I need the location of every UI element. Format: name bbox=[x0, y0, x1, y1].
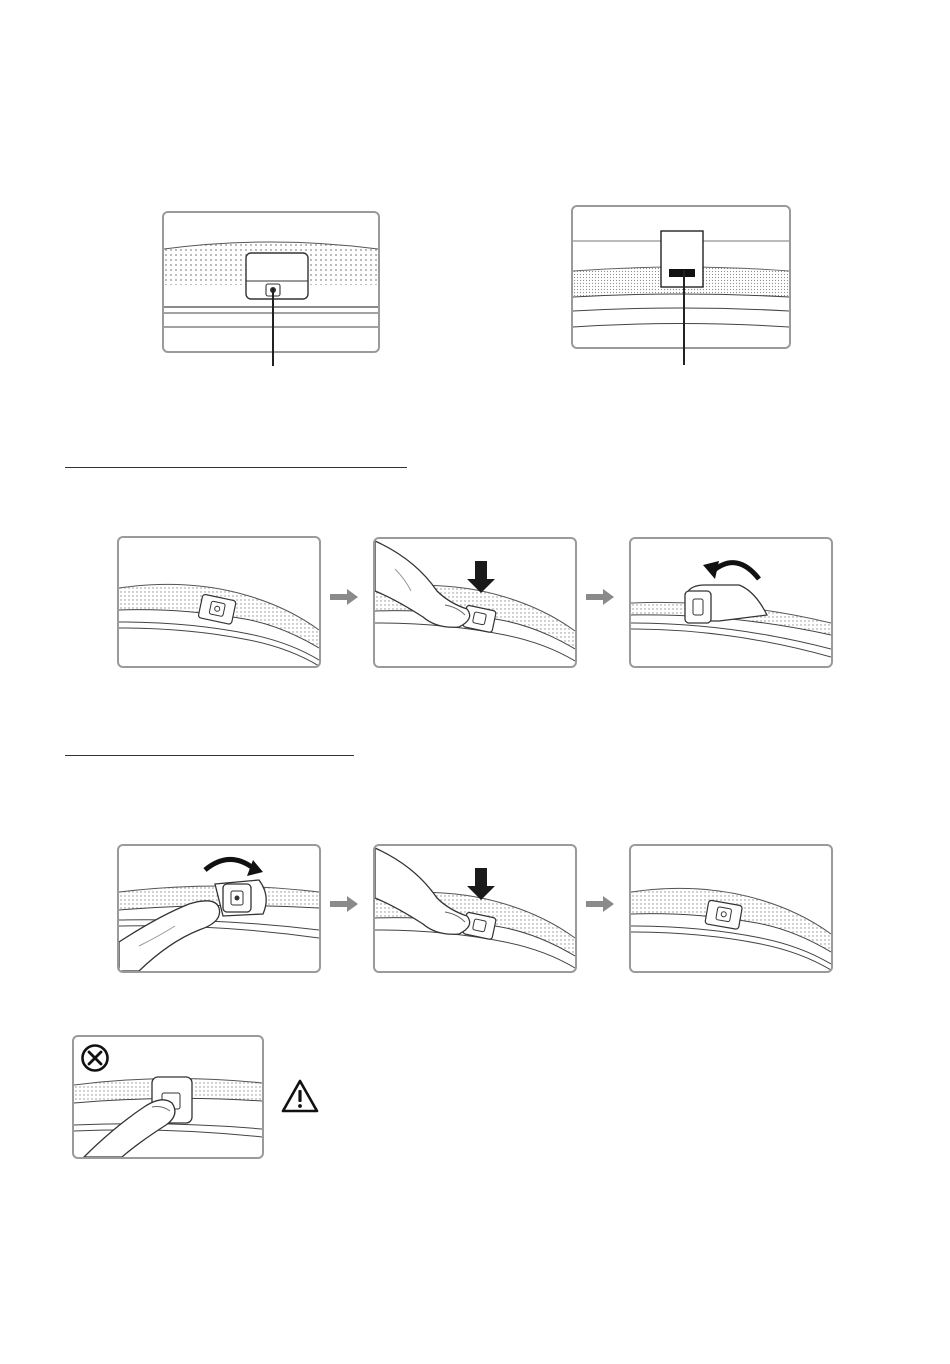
camera-closed-drawing bbox=[164, 213, 378, 351]
down-arrow-icon bbox=[467, 561, 495, 593]
right-arrow-icon bbox=[330, 896, 358, 912]
right-arrow-icon bbox=[330, 589, 358, 605]
right-arrow-icon bbox=[586, 589, 614, 605]
camera-opened-callout bbox=[683, 270, 685, 365]
incorrect-push-figure bbox=[72, 1035, 264, 1159]
camera-opened-figure bbox=[571, 205, 791, 349]
close-section-rule bbox=[65, 755, 354, 756]
close-step-3-closed bbox=[629, 844, 833, 973]
prohibited-icon bbox=[80, 1043, 110, 1073]
camera-closed-figure bbox=[162, 211, 380, 353]
close-step-2-press bbox=[373, 844, 577, 973]
open-step-3-popped-up bbox=[629, 537, 833, 668]
right-arrow-icon bbox=[586, 896, 614, 912]
down-arrow-icon bbox=[467, 868, 495, 900]
open-section-rule bbox=[65, 467, 407, 468]
camera-closed-callout bbox=[272, 288, 274, 366]
open-step-2-press bbox=[373, 537, 577, 668]
curved-arrow-icon bbox=[703, 561, 719, 579]
warning-triangle-icon bbox=[280, 1078, 320, 1114]
camera-opened-drawing bbox=[573, 207, 789, 347]
open-step-1-closed bbox=[117, 536, 321, 668]
close-step-1-fold-down bbox=[117, 844, 321, 973]
